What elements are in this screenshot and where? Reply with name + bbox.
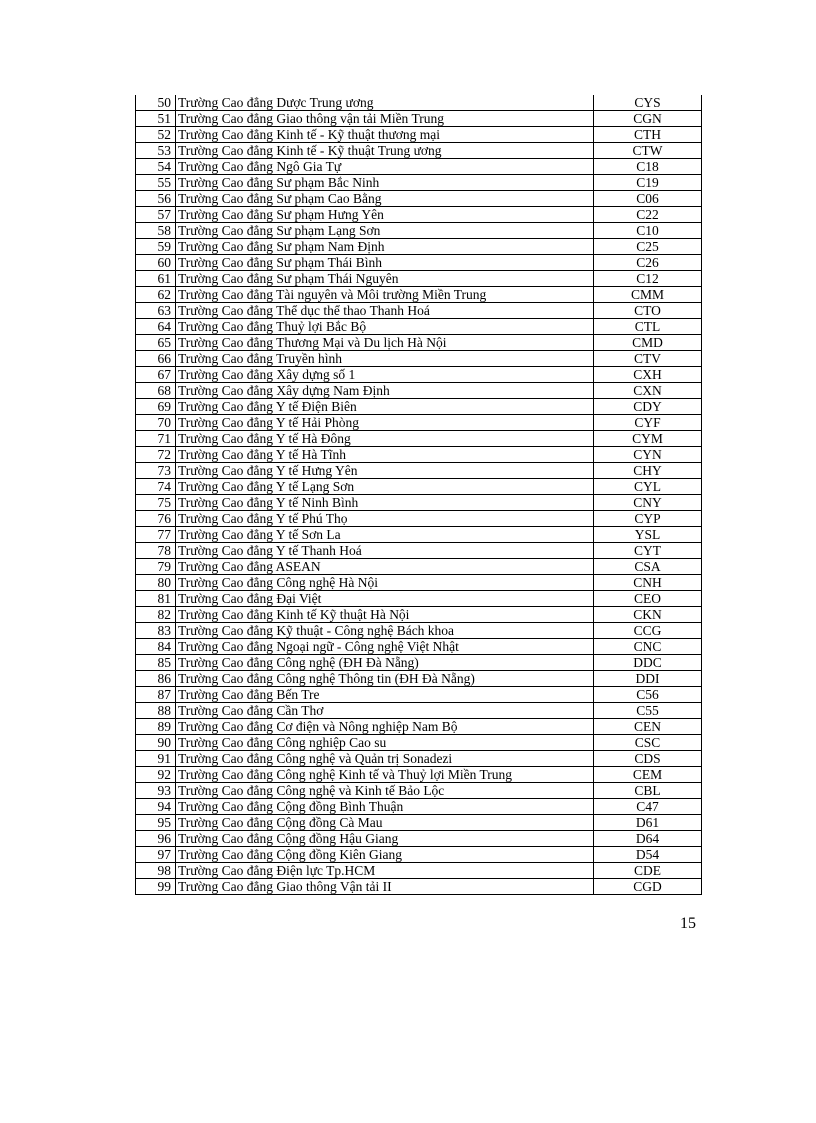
table-row xyxy=(136,319,702,335)
college-code: CTV xyxy=(594,351,702,367)
table-row xyxy=(136,575,702,591)
row-number: 78 xyxy=(136,543,176,559)
row-number: 93 xyxy=(136,783,176,799)
college-code: CDE xyxy=(594,863,702,879)
row-number: 53 xyxy=(136,143,176,159)
college-name: Trường Cao đẳng Y tế Hưng Yên xyxy=(176,463,594,479)
college-name: Trường Cao đẳng Y tế Hà Đông xyxy=(176,431,594,447)
table-row xyxy=(136,127,702,143)
row-number: 74 xyxy=(136,479,176,495)
row-number: 79 xyxy=(136,559,176,575)
college-name: Trường Cao đẳng Công nghệ Hà Nội xyxy=(176,575,594,591)
college-name: Trường Cao đẳng Ngoại ngữ - Công nghệ Việt Nhật xyxy=(176,639,594,655)
college-code: C12 xyxy=(594,271,702,287)
row-number: 60 xyxy=(136,255,176,271)
college-name: Trường Cao đẳng Y tế Hà Tĩnh xyxy=(176,447,594,463)
row-number: 81 xyxy=(136,591,176,607)
college-name: Trường Cao đẳng Y tế Phú Thọ xyxy=(176,511,594,527)
table-row xyxy=(136,767,702,783)
row-number: 62 xyxy=(136,287,176,303)
college-code: C19 xyxy=(594,175,702,191)
row-number: 75 xyxy=(136,495,176,511)
row-number: 63 xyxy=(136,303,176,319)
college-name: Trường Cao đẳng Sư phạm Cao Bằng xyxy=(176,191,594,207)
college-name: Trường Cao đẳng Xây dựng số 1 xyxy=(176,367,594,383)
row-number: 87 xyxy=(136,687,176,703)
college-code: CCG xyxy=(594,623,702,639)
row-number: 69 xyxy=(136,399,176,415)
college-name: Trường Cao đẳng Truyền hình xyxy=(176,351,594,367)
row-number: 89 xyxy=(136,719,176,735)
college-name: Trường Cao đẳng Công nghiệp Cao su xyxy=(176,735,594,751)
college-name: Trường Cao đẳng Sư phạm Bắc Ninh xyxy=(176,175,594,191)
row-number: 61 xyxy=(136,271,176,287)
table-row xyxy=(136,799,702,815)
row-number: 98 xyxy=(136,863,176,879)
college-code: C55 xyxy=(594,703,702,719)
row-number: 91 xyxy=(136,751,176,767)
table-row xyxy=(136,383,702,399)
college-code: CDY xyxy=(594,399,702,415)
college-code: CTW xyxy=(594,143,702,159)
row-number: 73 xyxy=(136,463,176,479)
college-code: DDI xyxy=(594,671,702,687)
college-code: CYT xyxy=(594,543,702,559)
college-code: CHY xyxy=(594,463,702,479)
table-row xyxy=(136,511,702,527)
row-number: 95 xyxy=(136,815,176,831)
college-name: Trường Cao đẳng Y tế Sơn La xyxy=(176,527,594,543)
row-number: 59 xyxy=(136,239,176,255)
row-number: 88 xyxy=(136,703,176,719)
college-name: Trường Cao đẳng Sư phạm Lạng Sơn xyxy=(176,223,594,239)
college-name: Trường Cao đẳng Tài nguyên và Môi trường Miền Trung xyxy=(176,287,594,303)
table-row xyxy=(136,623,702,639)
table-row xyxy=(136,783,702,799)
row-number: 57 xyxy=(136,207,176,223)
table-row xyxy=(136,687,702,703)
table-row xyxy=(136,111,702,127)
table-row xyxy=(136,815,702,831)
table-row xyxy=(136,223,702,239)
table-row xyxy=(136,303,702,319)
table-row xyxy=(136,559,702,575)
table-row xyxy=(136,751,702,767)
row-number: 84 xyxy=(136,639,176,655)
row-number: 55 xyxy=(136,175,176,191)
college-name: Trường Cao đẳng Xây dựng Nam Định xyxy=(176,383,594,399)
college-name: Trường Cao đẳng Sư phạm Hưng Yên xyxy=(176,207,594,223)
row-number: 92 xyxy=(136,767,176,783)
table-body xyxy=(136,95,702,895)
college-code: CNC xyxy=(594,639,702,655)
college-code: CNH xyxy=(594,575,702,591)
table-row xyxy=(136,703,702,719)
row-number: 71 xyxy=(136,431,176,447)
college-code: CTO xyxy=(594,303,702,319)
row-number: 51 xyxy=(136,111,176,127)
college-name: Trường Cao đẳng Cộng đồng Cà Mau xyxy=(176,815,594,831)
table-row xyxy=(136,479,702,495)
college-code: DDC xyxy=(594,655,702,671)
college-code: CYN xyxy=(594,447,702,463)
table-row xyxy=(136,255,702,271)
college-code: CSA xyxy=(594,559,702,575)
college-code: CGN xyxy=(594,111,702,127)
college-code: CGD xyxy=(594,879,702,895)
college-code: CSC xyxy=(594,735,702,751)
college-code: CDS xyxy=(594,751,702,767)
college-code: C10 xyxy=(594,223,702,239)
college-code: CMD xyxy=(594,335,702,351)
table-row xyxy=(136,143,702,159)
college-code: C25 xyxy=(594,239,702,255)
row-number: 97 xyxy=(136,847,176,863)
college-name: Trường Cao đẳng ASEAN xyxy=(176,559,594,575)
college-code: CYM xyxy=(594,431,702,447)
college-name: Trường Cao đẳng Sư phạm Thái Nguyên xyxy=(176,271,594,287)
table-row xyxy=(136,335,702,351)
college-code: CEM xyxy=(594,767,702,783)
table-row xyxy=(136,207,702,223)
college-name: Trường Cao đẳng Cộng đồng Bình Thuận xyxy=(176,799,594,815)
college-name: Trường Cao đẳng Cơ điện và Nông nghiệp Nam Bộ xyxy=(176,719,594,735)
row-number: 72 xyxy=(136,447,176,463)
college-name: Trường Cao đẳng Giao thông vận tải Miền Trung xyxy=(176,111,594,127)
college-code-table xyxy=(135,95,702,895)
row-number: 99 xyxy=(136,879,176,895)
college-code: C22 xyxy=(594,207,702,223)
table-row xyxy=(136,655,702,671)
table-row xyxy=(136,735,702,751)
row-number: 96 xyxy=(136,831,176,847)
college-code: CTL xyxy=(594,319,702,335)
row-number: 85 xyxy=(136,655,176,671)
college-code: CBL xyxy=(594,783,702,799)
college-name: Trường Cao đẳng Thương Mại và Du lịch Hà Nội xyxy=(176,335,594,351)
row-number: 65 xyxy=(136,335,176,351)
college-code: CNY xyxy=(594,495,702,511)
college-name: Trường Cao đẳng Kỹ thuật - Công nghệ Bách khoa xyxy=(176,623,594,639)
college-name: Trường Cao đẳng Y tế Ninh Bình xyxy=(176,495,594,511)
row-number: 82 xyxy=(136,607,176,623)
college-name: Trường Cao đẳng Kinh tế Kỹ thuật Hà Nội xyxy=(176,607,594,623)
table-row xyxy=(136,463,702,479)
college-code: D54 xyxy=(594,847,702,863)
table-row xyxy=(136,495,702,511)
college-name: Trường Cao đẳng Kinh tế - Kỹ thuật Trung ương xyxy=(176,143,594,159)
table-row xyxy=(136,191,702,207)
college-code: C47 xyxy=(594,799,702,815)
row-number: 86 xyxy=(136,671,176,687)
college-name: Trường Cao đẳng Công nghệ (ĐH Đà Nẵng) xyxy=(176,655,594,671)
college-code: D61 xyxy=(594,815,702,831)
college-code: YSL xyxy=(594,527,702,543)
row-number: 50 xyxy=(136,95,176,111)
college-code: C56 xyxy=(594,687,702,703)
college-name: Trường Cao đẳng Y tế Điện Biên xyxy=(176,399,594,415)
college-code: C26 xyxy=(594,255,702,271)
row-number: 67 xyxy=(136,367,176,383)
college-code: CYF xyxy=(594,415,702,431)
college-code: CYS xyxy=(594,95,702,111)
college-name: Trường Cao đẳng Y tế Lạng Sơn xyxy=(176,479,594,495)
college-code: CYP xyxy=(594,511,702,527)
table-row xyxy=(136,847,702,863)
college-name: Trường Cao đẳng Công nghệ Thông tin (ĐH Đà Nẵng) xyxy=(176,671,594,687)
table-row xyxy=(136,367,702,383)
college-name: Trường Cao đẳng Y tế Hải Phòng xyxy=(176,415,594,431)
college-name: Trường Cao đẳng Ngô Gia Tự xyxy=(176,159,594,175)
college-name: Trường Cao đẳng Sư phạm Nam Định xyxy=(176,239,594,255)
college-name: Trường Cao đẳng Đại Việt xyxy=(176,591,594,607)
college-name: Trường Cao đẳng Bến Tre xyxy=(176,687,594,703)
college-name: Trường Cao đẳng Dược Trung ương xyxy=(176,95,594,111)
table-row xyxy=(136,719,702,735)
table-row xyxy=(136,159,702,175)
college-code: CXH xyxy=(594,367,702,383)
college-code: CMM xyxy=(594,287,702,303)
table-row xyxy=(136,239,702,255)
table-row xyxy=(136,271,702,287)
college-name: Trường Cao đẳng Công nghệ Kinh tế và Thuỷ lợi Miền Trung xyxy=(176,767,594,783)
table-row xyxy=(136,351,702,367)
table-row xyxy=(136,543,702,559)
row-number: 64 xyxy=(136,319,176,335)
college-name: Trường Cao đẳng Giao thông Vận tải II xyxy=(176,879,594,895)
table-row xyxy=(136,95,702,111)
college-name: Trường Cao đẳng Cần Thơ xyxy=(176,703,594,719)
table-row xyxy=(136,607,702,623)
college-name: Trường Cao đẳng Sư phạm Thái Bình xyxy=(176,255,594,271)
page-number: 15 xyxy=(680,915,696,932)
row-number: 52 xyxy=(136,127,176,143)
table-row xyxy=(136,671,702,687)
row-number: 90 xyxy=(136,735,176,751)
college-code: C06 xyxy=(594,191,702,207)
row-number: 66 xyxy=(136,351,176,367)
table-row xyxy=(136,863,702,879)
college-code: C18 xyxy=(594,159,702,175)
row-number: 94 xyxy=(136,799,176,815)
table-row xyxy=(136,415,702,431)
college-name: Trường Cao đẳng Kinh tế - Kỹ thuật thương mại xyxy=(176,127,594,143)
table-row xyxy=(136,175,702,191)
row-number: 58 xyxy=(136,223,176,239)
college-name: Trường Cao đẳng Y tế Thanh Hoá xyxy=(176,543,594,559)
table-row xyxy=(136,431,702,447)
college-code: CTH xyxy=(594,127,702,143)
table-row xyxy=(136,831,702,847)
row-number: 54 xyxy=(136,159,176,175)
college-code: D64 xyxy=(594,831,702,847)
row-number: 80 xyxy=(136,575,176,591)
college-name: Trường Cao đẳng Công nghệ và Kinh tế Bảo Lộc xyxy=(176,783,594,799)
college-code: CYL xyxy=(594,479,702,495)
table-row xyxy=(136,399,702,415)
row-number: 70 xyxy=(136,415,176,431)
row-number: 68 xyxy=(136,383,176,399)
table-row xyxy=(136,591,702,607)
college-code: CEN xyxy=(594,719,702,735)
college-code: CKN xyxy=(594,607,702,623)
table-row xyxy=(136,527,702,543)
college-name: Trường Cao đẳng Thể dục thể thao Thanh Hoá xyxy=(176,303,594,319)
table-row xyxy=(136,447,702,463)
college-name: Trường Cao đẳng Công nghệ và Quản trị Sonadezi xyxy=(176,751,594,767)
row-number: 56 xyxy=(136,191,176,207)
row-number: 83 xyxy=(136,623,176,639)
college-code: CEO xyxy=(594,591,702,607)
college-name: Trường Cao đẳng Cộng đồng Kiên Giang xyxy=(176,847,594,863)
college-name: Trường Cao đẳng Thuỷ lợi Bắc Bộ xyxy=(176,319,594,335)
college-name: Trường Cao đẳng Điện lực Tp.HCM xyxy=(176,863,594,879)
college-name: Trường Cao đẳng Cộng đồng Hậu Giang xyxy=(176,831,594,847)
college-code: CXN xyxy=(594,383,702,399)
table-row xyxy=(136,879,702,895)
table-row xyxy=(136,639,702,655)
row-number: 77 xyxy=(136,527,176,543)
row-number: 76 xyxy=(136,511,176,527)
table-row xyxy=(136,287,702,303)
